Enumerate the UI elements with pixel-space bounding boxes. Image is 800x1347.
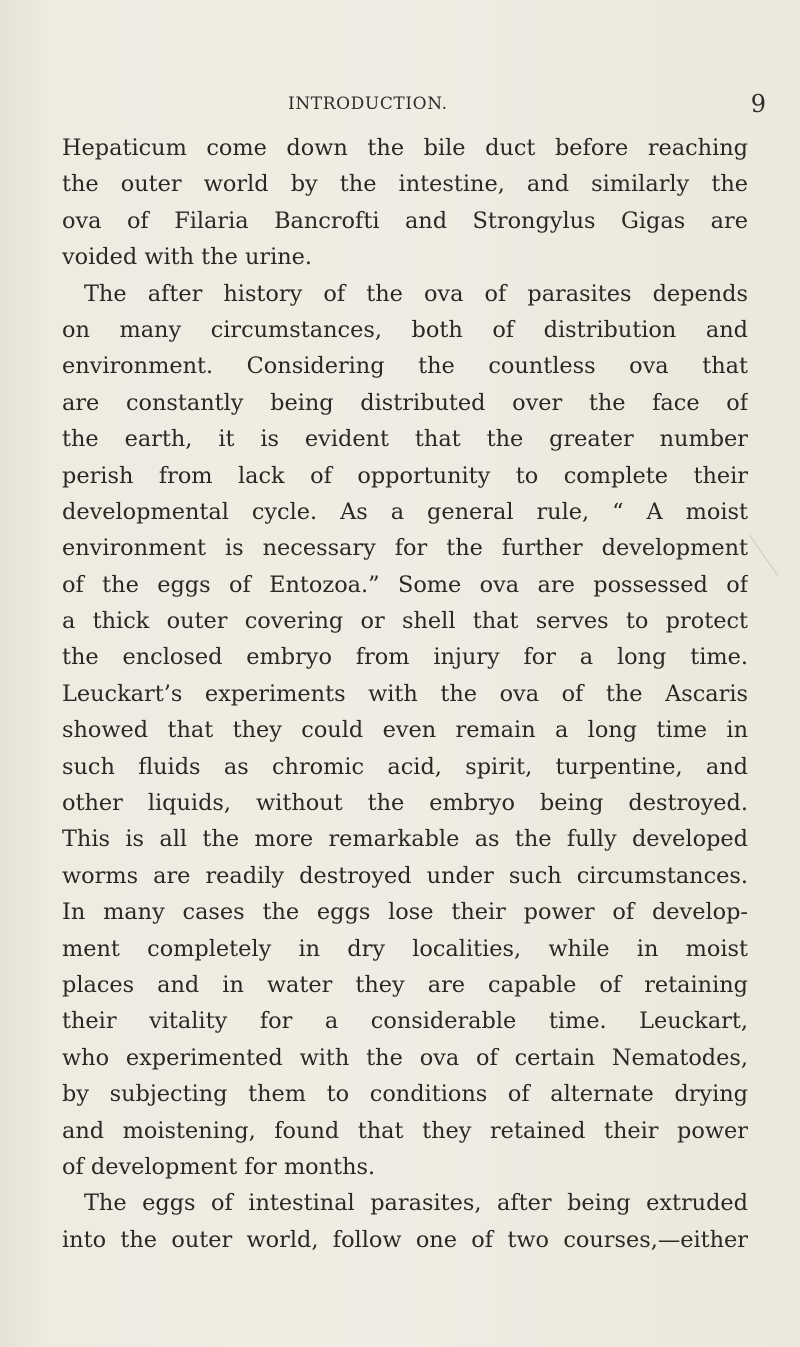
text-line: a thick outer covering or shell that serves to protect bbox=[62, 608, 748, 635]
text-line: the earth, it is evident that the greater number bbox=[62, 426, 748, 453]
text-line: of development for months. bbox=[62, 1153, 376, 1180]
text-line: and moistening, found that they retained their power bbox=[62, 1117, 748, 1144]
text-line: The eggs of intestinal parasites, after being extruded bbox=[84, 1190, 748, 1217]
text-line: perish from lack of opportunity to complete their bbox=[62, 462, 748, 489]
text-line: worms are readily destroyed under such circumstances. bbox=[62, 862, 748, 889]
text-line: the enclosed embryo from injury for a long time. bbox=[62, 644, 748, 671]
running-head: INTRODUCTION. bbox=[288, 94, 448, 114]
text-line: by subjecting them to conditions of alternate drying bbox=[62, 1081, 748, 1108]
text-line: developmental cycle. As a general rule, “ A moist bbox=[62, 498, 748, 525]
text-line: the outer world by the intestine, and similarly the bbox=[62, 171, 748, 198]
text-line: ment completely in dry localities, while in moist bbox=[62, 935, 748, 962]
page-header bbox=[118, 90, 766, 124]
text-line: The after history of the ova of parasites depends bbox=[84, 280, 748, 307]
paper-crease bbox=[749, 514, 800, 576]
text-line: into the outer world, follow one of two courses,—either bbox=[62, 1226, 748, 1253]
text-line: who experimented with the ova of certain Nematodes, bbox=[62, 1044, 748, 1071]
body-text bbox=[62, 130, 748, 1258]
text-line: Hepaticum come down the bile duct before reaching bbox=[62, 135, 748, 161]
text-line: voided with the urine. bbox=[62, 244, 313, 271]
text-line: environment. Considering the countless ova that bbox=[62, 353, 748, 380]
text-line: ova of Filaria Bancrofti and Strongylus Gigas are bbox=[62, 207, 748, 234]
text-line: In many cases the eggs lose their power of develop- bbox=[62, 899, 748, 926]
page-number: 9 bbox=[750, 90, 766, 118]
text-line: their vitality for a considerable time. Leuckart, bbox=[62, 1008, 748, 1035]
text-line: such fluids as chromic acid, spirit, turpentine, and bbox=[62, 753, 748, 780]
text-line: This is all the more remarkable as the fully developed bbox=[62, 826, 748, 853]
text-line: Leuckart’s experiments with the ova of the Ascaris bbox=[62, 680, 748, 707]
text-line: are constantly being distributed over the face of bbox=[62, 389, 748, 416]
text-line: showed that they could even remain a long time in bbox=[62, 717, 748, 744]
text-line: places and in water they are capable of retaining bbox=[62, 971, 748, 998]
text-line: of the eggs of Entozoa.” Some ova are possessed of bbox=[62, 571, 748, 598]
text-line: environment is necessary for the further development bbox=[62, 535, 748, 562]
text-line: other liquids, without the embryo being destroyed. bbox=[62, 790, 748, 817]
text-line: on many circumstances, both of distribution and bbox=[62, 316, 748, 343]
